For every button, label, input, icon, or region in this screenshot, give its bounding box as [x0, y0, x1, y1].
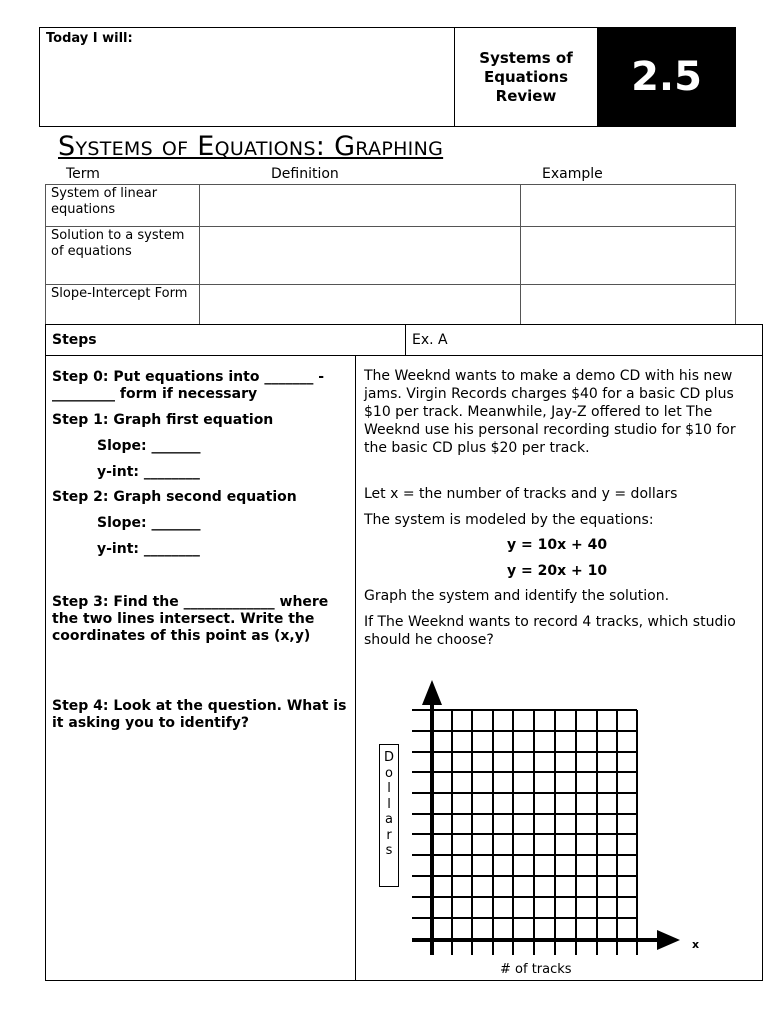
definition-cell[interactable]: [200, 285, 521, 325]
vocabulary-table: [45, 184, 736, 325]
example-cell[interactable]: [521, 185, 736, 227]
today-label: Today I will:: [46, 31, 133, 46]
page-title: Systems of Equations: Graphing: [58, 131, 444, 162]
example-instruction: Graph the system and identify the solution.: [364, 588, 670, 604]
header-box: [39, 27, 736, 127]
definition-cell[interactable]: [200, 227, 521, 285]
step-3: Step 3: Find the _____________ where the two lines intersect. Write the coordinates of this point as (x,y): [52, 594, 329, 644]
step-2: Step 2: Graph second equation: [52, 489, 297, 505]
steps-column: [46, 356, 356, 980]
table-row: [46, 185, 736, 227]
x-axis-arrow-icon: [657, 930, 680, 950]
x-axis-label: # of tracks: [500, 962, 572, 977]
step-1: Step 1: Graph first equation: [52, 412, 274, 428]
y-axis-label-letter: l: [387, 796, 391, 812]
y-axis-label-letter: r: [386, 827, 392, 843]
x-axis-letter: x: [692, 938, 700, 951]
example-question: If The Weeknd wants to record 4 tracks, which studio should he choose?: [364, 614, 736, 648]
y-axis-label-letter: D: [383, 750, 394, 765]
step-0: Step 0: Put equations into _______ - _________ form if necessary: [52, 369, 325, 402]
topic-line-3: Review: [495, 86, 557, 105]
example-variables: Let x = the number of tracks and y = dollars: [364, 486, 678, 502]
column-header-term: Term: [66, 166, 100, 182]
step-4: Step 4: Look at the question. What is it asking you to identify?: [52, 698, 347, 731]
term-cell: Solution to a system of equations: [46, 227, 200, 285]
example-problem: The Weeknd wants to make a demo CD with his new jams. Virgin Records charges $40 for a basic CD plus $10 per track. Meanwhile, Jay-Z offered to let The Weeknd use his personal recording studio for $10 for the basic CD plus $20 per track.: [364, 368, 736, 456]
equation-2: y = 20x + 10: [507, 563, 608, 579]
y-axis-arrow-icon: [422, 680, 442, 705]
today-i-will-box: [40, 28, 455, 126]
term-cell: System of linear equations: [46, 185, 200, 227]
column-header-definition: Definition: [271, 166, 339, 182]
y-axis-label-letter: s: [385, 843, 393, 858]
y-axis-label-letter: o: [385, 765, 393, 781]
table-row: [46, 285, 736, 325]
y-axis-label-letter: l: [387, 781, 391, 796]
example-cell[interactable]: [521, 227, 736, 285]
y-axis-label-letter: a: [385, 812, 393, 827]
topic-box: [455, 28, 598, 126]
lesson-number: 2.5: [598, 28, 735, 126]
step-2-y-intercept: y-int: ________: [97, 541, 200, 557]
example-modeled-by: The system is modeled by the equations:: [364, 512, 654, 528]
y-axis-label: [379, 744, 399, 887]
example-header: Ex. A: [406, 325, 762, 356]
term-cell: Slope-Intercept Form: [46, 285, 200, 325]
table-row: [46, 227, 736, 285]
definition-cell[interactable]: [200, 185, 521, 227]
equation-1: y = 10x + 40: [507, 537, 608, 553]
column-header-example: Example: [542, 166, 603, 182]
step-1-y-intercept: y-int: ________: [97, 464, 200, 480]
steps-header: Steps: [46, 325, 406, 356]
example-cell[interactable]: [521, 285, 736, 325]
topic-line-1: Systems of: [479, 48, 573, 67]
coordinate-grid[interactable]: [370, 352, 700, 962]
step-1-slope: Slope: _______: [97, 438, 201, 454]
step-2-slope: Slope: _______: [97, 515, 201, 531]
topic-line-2: Equations: [483, 67, 568, 86]
